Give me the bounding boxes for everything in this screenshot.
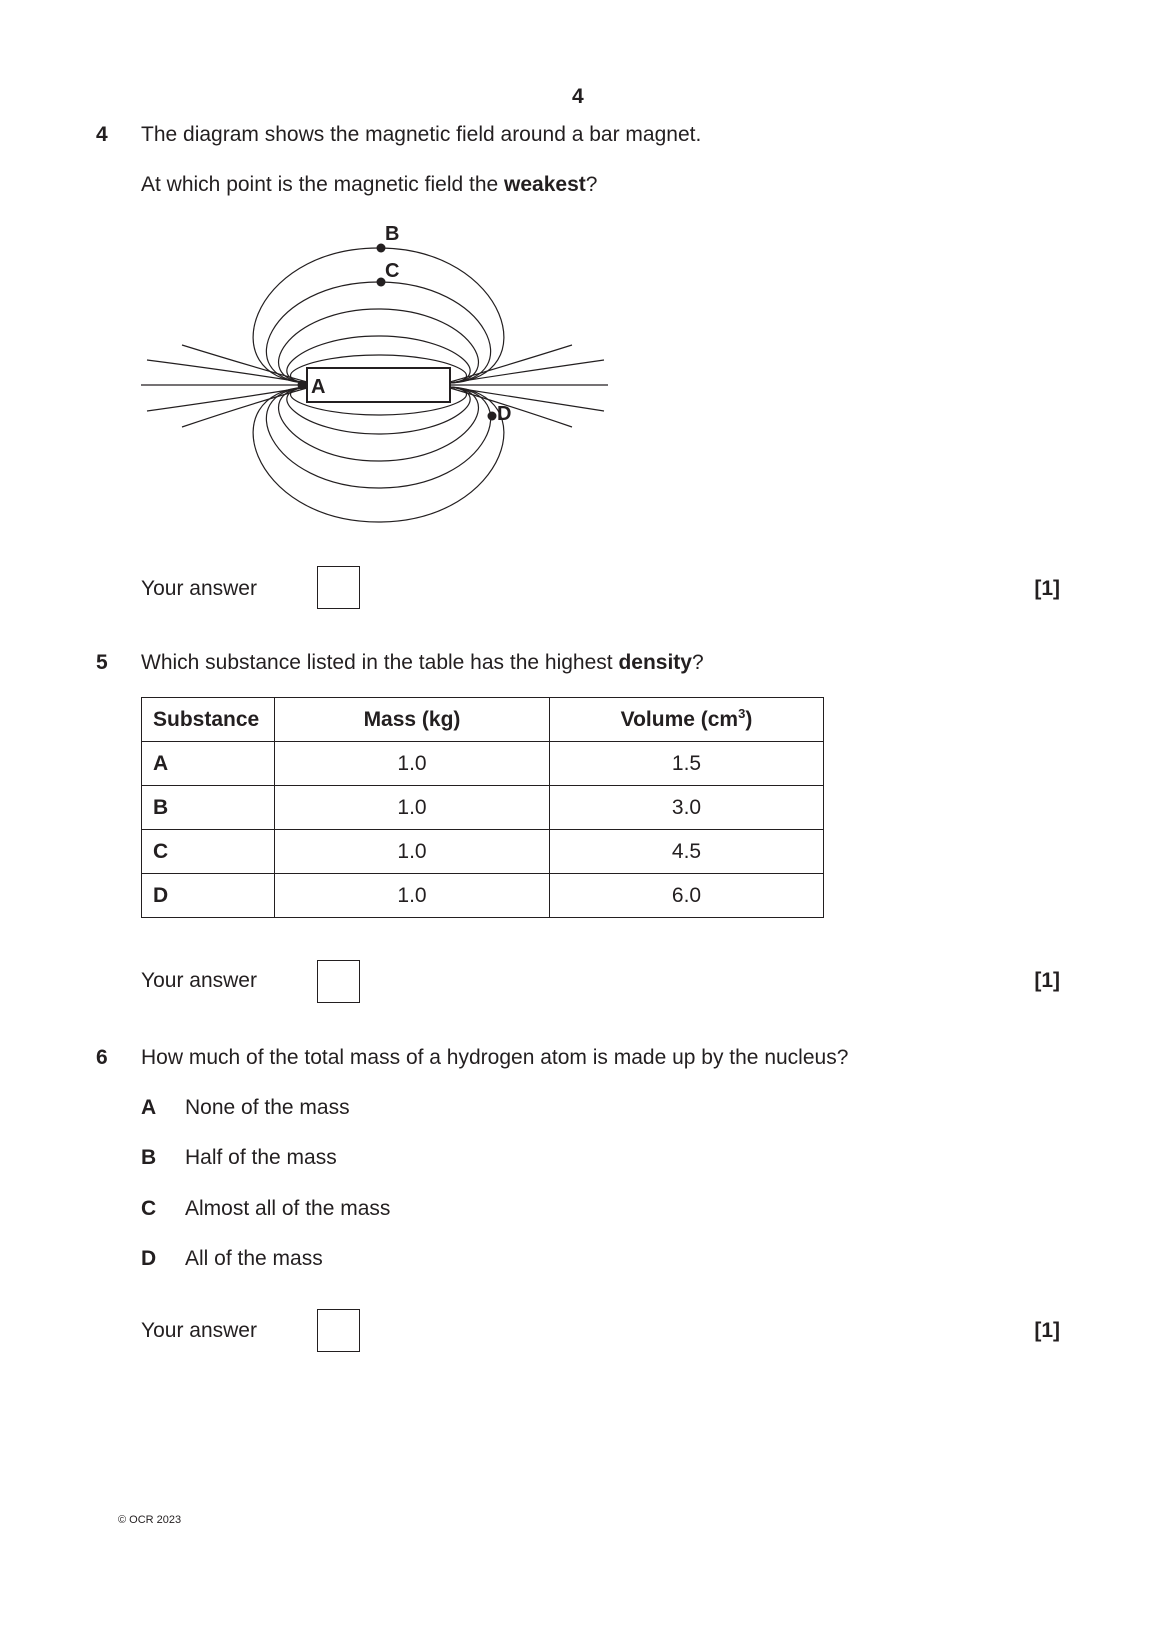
table-header-row	[142, 698, 824, 742]
option-d-letter: D	[141, 1247, 157, 1270]
prompt-text: At which point is the magnetic field the	[141, 173, 505, 196]
option-a-text: None of the mass	[185, 1096, 350, 1119]
prompt-end: ?	[691, 651, 704, 674]
page-number: 4	[572, 85, 584, 108]
label-c: C	[385, 260, 400, 282]
answer-box-q6[interactable]	[317, 1309, 360, 1352]
question-5-prompt	[141, 651, 704, 675]
volume-exponent: 3	[738, 705, 746, 721]
header-volume	[550, 698, 824, 742]
question-6-text: How much of the total mass of a hydrogen atom is made up by the nucleus?	[141, 1046, 849, 1069]
marks-q4: [1]	[1034, 577, 1060, 600]
volume-label: Volume (cm	[620, 707, 739, 731]
header-mass: Mass (kg)	[275, 698, 550, 742]
volume-close: )	[745, 707, 753, 731]
question-5-number: 5	[96, 651, 108, 674]
substance-cell: A	[142, 742, 275, 786]
substance-cell: C	[142, 830, 275, 874]
footer-copyright: © OCR 2023	[118, 1514, 182, 1526]
mass-cell: 1.0	[275, 830, 550, 874]
option-c-text: Almost all of the mass	[185, 1197, 391, 1220]
question-4-number: 4	[96, 123, 108, 146]
label-a: A	[311, 376, 326, 398]
option-a-letter: A	[141, 1096, 157, 1119]
marks-q5: [1]	[1034, 969, 1060, 992]
header-substance: Substance	[142, 698, 275, 742]
volume-cell: 1.5	[550, 742, 824, 786]
volume-cell: 3.0	[550, 786, 824, 830]
prompt-text: Which substance listed in the table has the highest	[141, 651, 619, 674]
answer-box-q4[interactable]	[317, 566, 360, 609]
volume-cell: 6.0	[550, 874, 824, 918]
option-b-letter: B	[141, 1146, 157, 1169]
prompt-bold: weakest	[504, 173, 586, 196]
answer-label-q4: Your answer	[141, 577, 257, 600]
prompt-bold: density	[618, 651, 692, 674]
mass-cell: 1.0	[275, 786, 550, 830]
mass-cell: 1.0	[275, 874, 550, 918]
table-row	[142, 786, 824, 830]
answer-box-q5[interactable]	[317, 960, 360, 1003]
bar-magnet-field-diagram	[0, 0, 1158, 560]
point-a-dot	[298, 381, 307, 390]
bar-magnet	[307, 368, 450, 402]
table-row	[142, 742, 824, 786]
density-table	[141, 697, 824, 918]
prompt-end: ?	[585, 173, 598, 196]
table-row	[142, 874, 824, 918]
answer-label-q6: Your answer	[141, 1319, 257, 1342]
option-c-letter: C	[141, 1197, 157, 1220]
substance-cell: D	[142, 874, 275, 918]
substance-cell: B	[142, 786, 275, 830]
mass-cell: 1.0	[275, 742, 550, 786]
label-d: D	[497, 403, 512, 425]
volume-cell: 4.5	[550, 830, 824, 874]
marks-q6: [1]	[1034, 1319, 1060, 1342]
point-d-dot	[488, 412, 497, 421]
table-row	[142, 830, 824, 874]
answer-label-q5: Your answer	[141, 969, 257, 992]
option-d-text: All of the mass	[185, 1247, 323, 1270]
option-b-text: Half of the mass	[185, 1146, 337, 1169]
question-6-number: 6	[96, 1046, 108, 1069]
label-b: B	[385, 223, 400, 245]
question-4-text: The diagram shows the magnetic field around a bar magnet.	[141, 123, 702, 146]
